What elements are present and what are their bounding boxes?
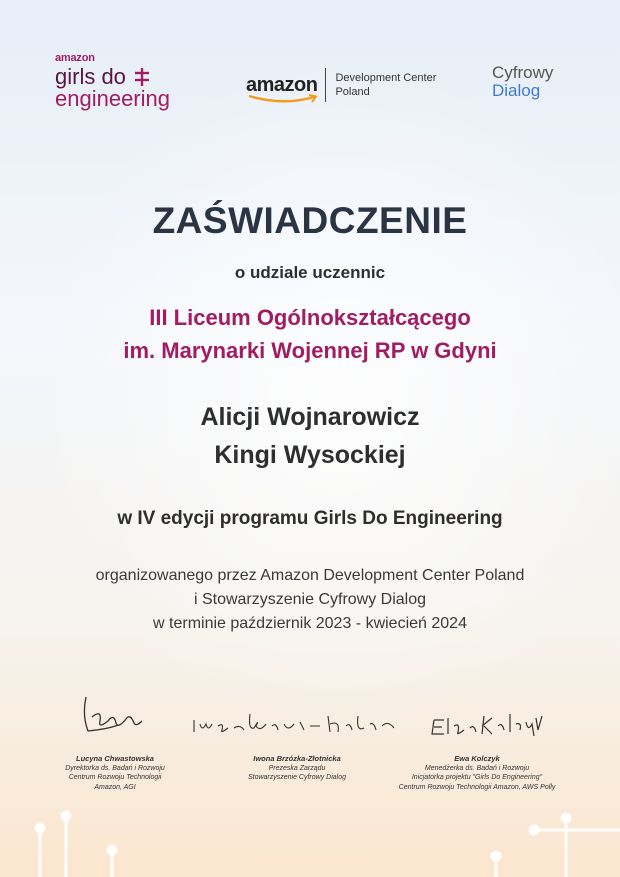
- signer-3-role1: Menedżerka ds. Badań i Rozwoju: [424, 764, 530, 772]
- school-line2: im. Marynarki Wojennej RP w Gdyni: [123, 338, 497, 363]
- detail-line-3: w terminie październik 2023 - kwiecień 2024: [153, 615, 467, 632]
- cyfrowy-dialog-logo: [492, 64, 553, 100]
- student-names: [0, 398, 620, 474]
- signature-3: [387, 754, 567, 792]
- signature-2: [222, 754, 372, 783]
- signer-1-role3: Amazon, AGI: [94, 783, 136, 791]
- school-line1: III Liceum Ogólnokształcącego: [149, 305, 471, 330]
- signer-2-role2: Stowarzyszenie Cyfrowy Dialog: [247, 774, 347, 781]
- signer-1-role2: Centrum Rozwoju Technologii: [68, 774, 162, 781]
- cd-line1: Cyfrowy: [492, 63, 554, 82]
- signature-3-handwriting: [430, 710, 545, 740]
- circuit-decoration: [0, 800, 620, 877]
- signer-2-role1: Prezeska Zarządu: [268, 764, 326, 772]
- school-name: [0, 301, 620, 367]
- amazon-smile-icon: [246, 94, 322, 104]
- program-details: [0, 564, 620, 636]
- detail-line-1: organizowanego przez Amazon Development Center Poland: [95, 567, 525, 584]
- equals-arrow-icon: [134, 68, 152, 86]
- signature-1: [40, 754, 190, 792]
- adc-line2: Poland: [335, 86, 370, 98]
- detail-line-2: i Stowarzyszenie Cyfrowy Dialog: [193, 591, 427, 608]
- certificate-subtitle: o udziale uczennic: [234, 263, 386, 282]
- signer-1-role1: Dyrektorka ds. Badań i Rozwoju: [65, 764, 165, 772]
- gde-line1: girls do: [55, 64, 126, 89]
- girls-do-engineering-logo: [55, 52, 195, 110]
- student-name-1: Alicji Wojnarowicz: [200, 403, 420, 431]
- signer-3-role3: Centrum Rozwoju Technologii Amazon, AWS Polly: [398, 783, 556, 791]
- cd-line2: Dialog: [492, 81, 541, 100]
- signature-1-handwriting: [78, 695, 150, 739]
- amazon-dev-center-logo: [246, 68, 436, 102]
- student-name-2: Kingi Wysockiej: [214, 441, 406, 469]
- gde-amazon-wordmark: amazon: [55, 52, 95, 64]
- signer-1-name: Lucyna Chwastowska: [76, 754, 154, 763]
- logo-divider: [325, 68, 326, 102]
- adc-line1: Development Center: [335, 72, 437, 84]
- signer-3-name: Ewa Kolczyk: [454, 754, 500, 763]
- gde-line2: engineering: [55, 86, 170, 111]
- amazon-wordmark: amazon: [246, 73, 318, 96]
- program-edition: w IV edycji programu Girls Do Engineering: [117, 508, 503, 529]
- certificate-title: ZAŚWIADCZENIE: [152, 200, 468, 241]
- signer-3-role2: Inicjatorka projektu "Girls Do Engineering": [411, 774, 543, 781]
- signer-2-name: Iwona Brzózka-Złotnicka: [253, 754, 341, 763]
- signature-2-handwriting: [190, 710, 400, 736]
